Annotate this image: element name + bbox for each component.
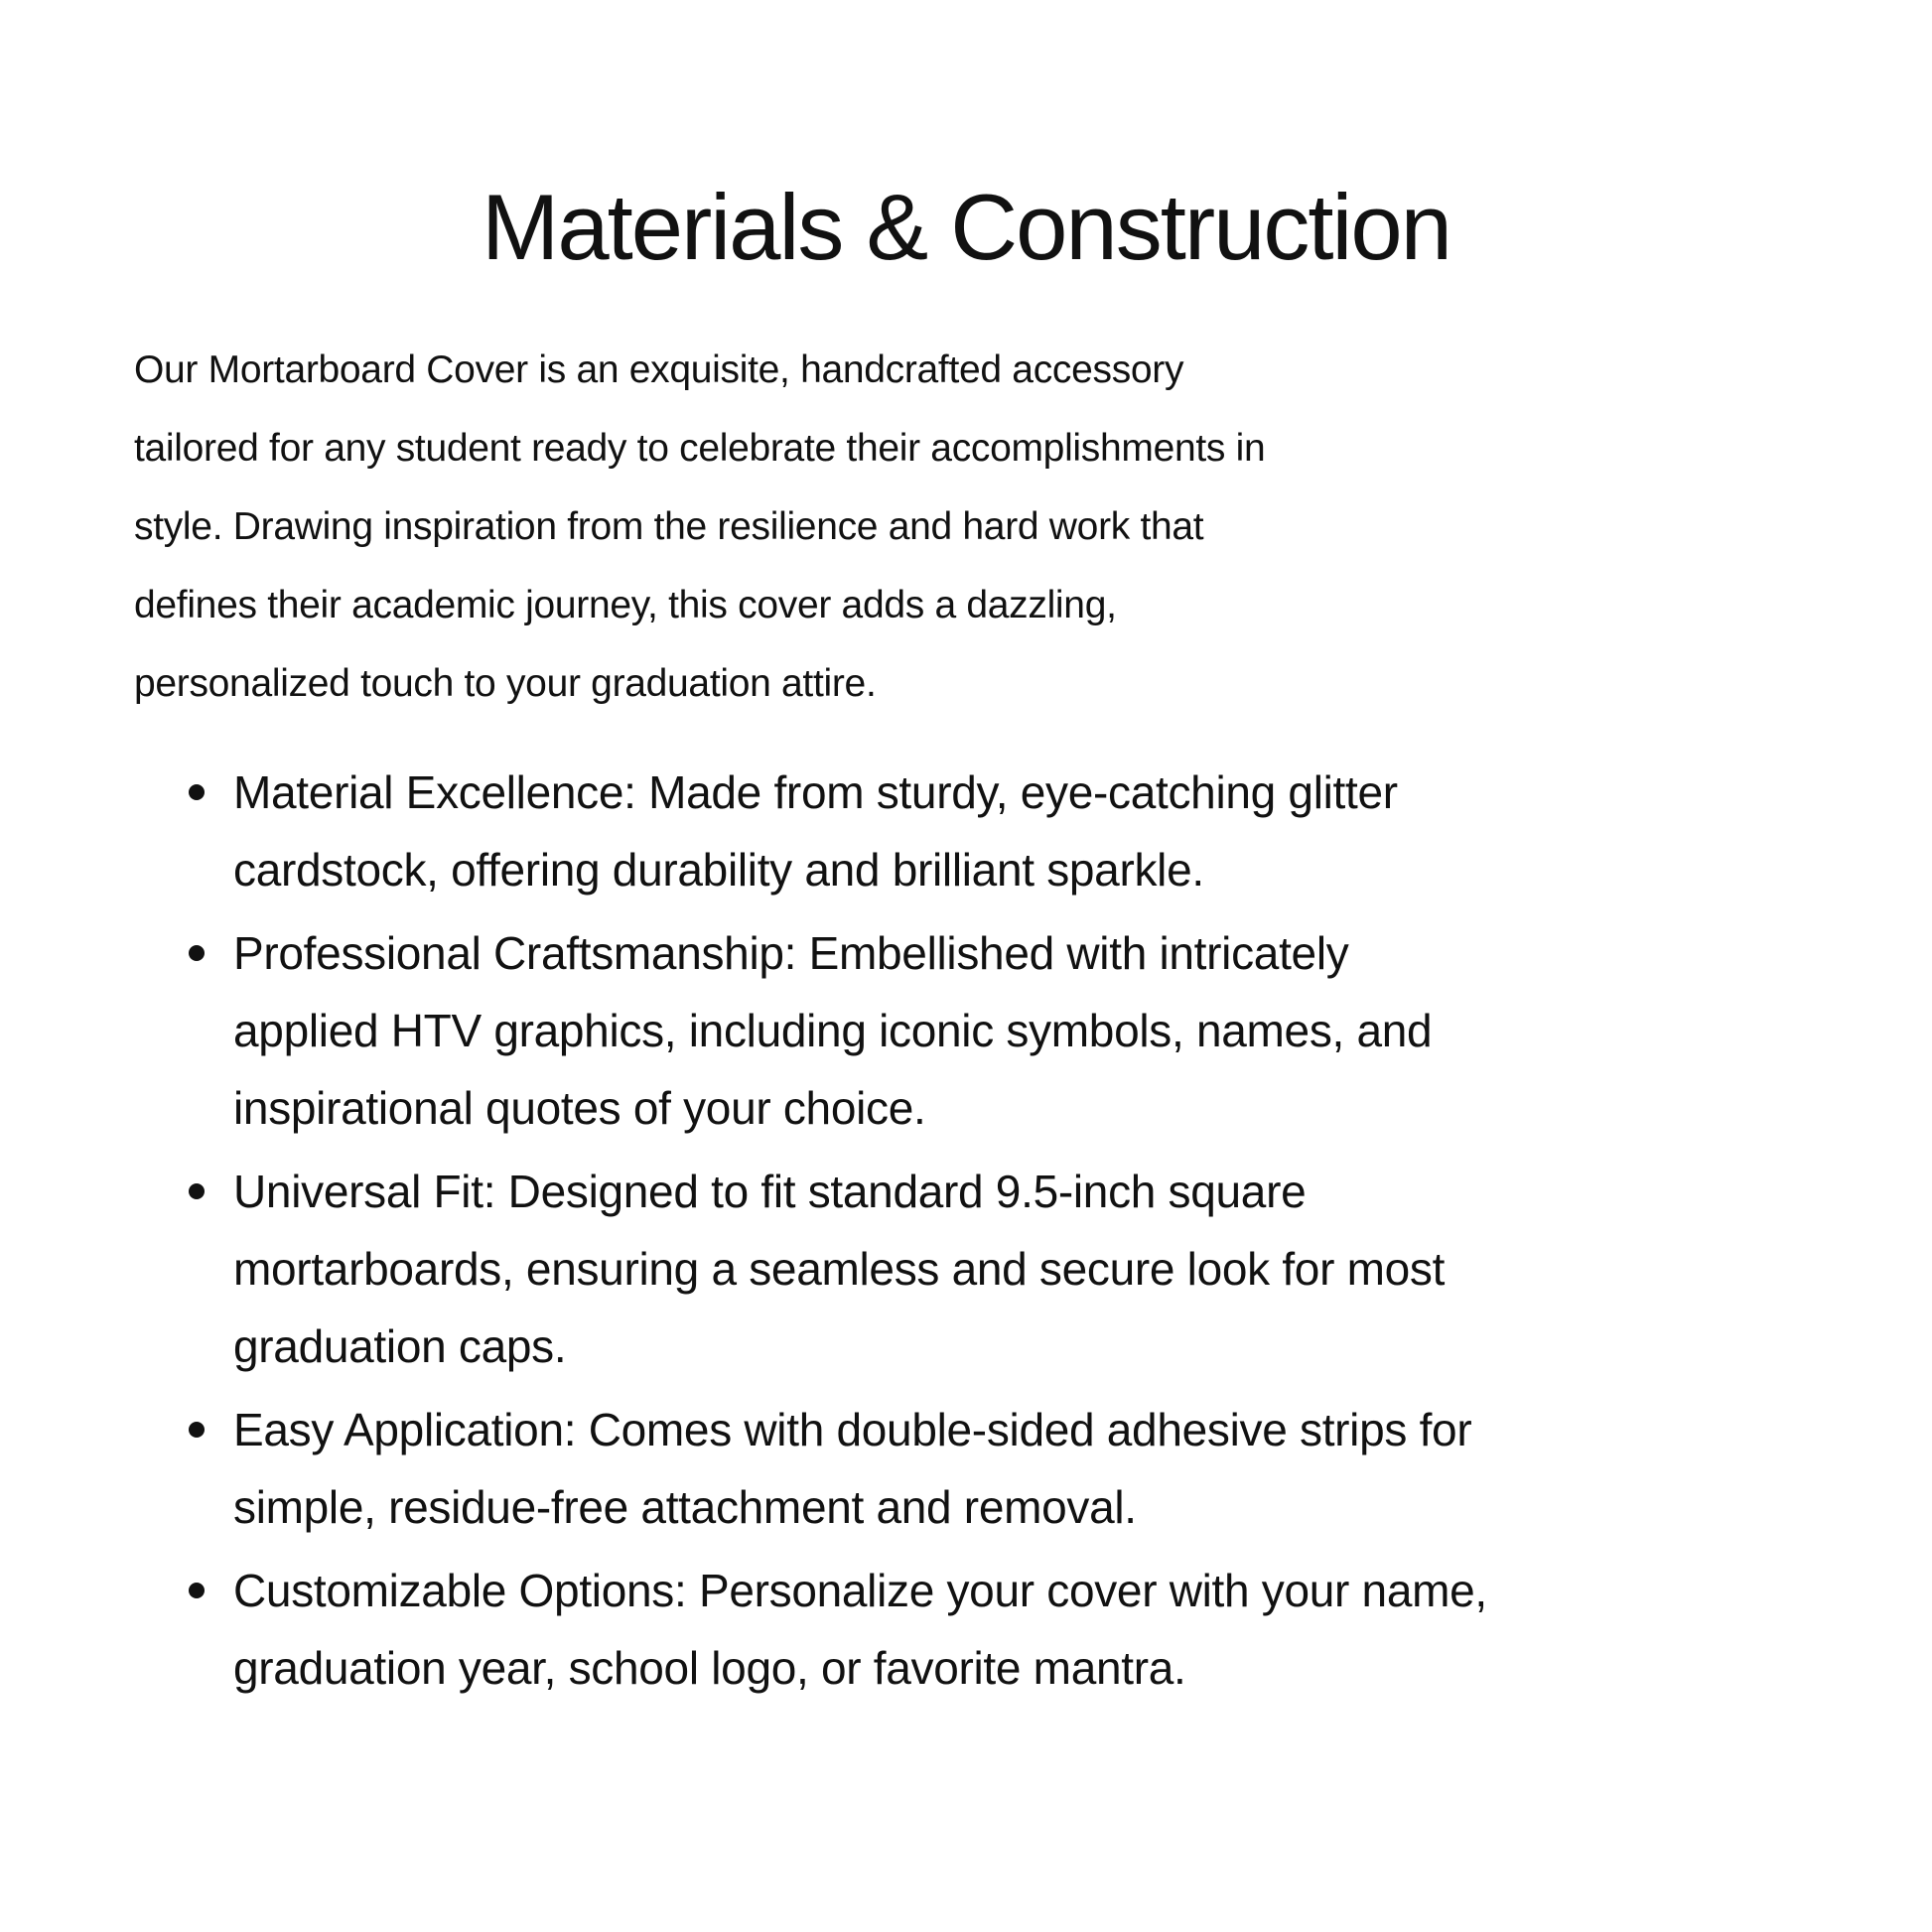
intro-line: defines their academic journey, this cover adds a dazzling, xyxy=(134,584,1117,626)
bullet-item xyxy=(134,1391,1802,1546)
bullet-line: inspirational quotes of your choice. xyxy=(233,1082,926,1134)
bullet-line: graduation year, school logo, or favorite mantra. xyxy=(233,1642,1186,1694)
intro-line: personalized touch to your graduation attire. xyxy=(134,662,877,705)
intro-paragraph xyxy=(134,331,1723,723)
bullet-line: Professional Craftsmanship: Embellished with intricately xyxy=(233,927,1349,979)
bullet-line: Customizable Options: Personalize your cover with your name, xyxy=(233,1565,1487,1616)
intro-line: Our Mortarboard Cover is an exquisite, handcrafted accessory xyxy=(134,348,1184,391)
bullet-dot-icon xyxy=(189,1422,205,1438)
bullet-line: Universal Fit: Designed to fit standard 9.5-inch square xyxy=(233,1166,1307,1217)
bullet-line: applied HTV graphics, including iconic symbols, names, and xyxy=(233,1005,1433,1056)
bullet-dot-icon xyxy=(189,945,205,961)
bullet-item xyxy=(134,914,1802,1147)
bullet-line: simple, residue-free attachment and removal. xyxy=(233,1481,1137,1533)
bullet-line: mortarboards, ensuring a seamless and secure look for most xyxy=(233,1243,1446,1295)
bullet-item xyxy=(134,754,1802,908)
intro-line: style. Drawing inspiration from the resilience and hard work that xyxy=(134,505,1204,548)
intro-line: tailored for any student ready to celebrate their accomplishments in xyxy=(134,427,1266,470)
bullet-line: Material Excellence: Made from sturdy, eye-catching glitter xyxy=(233,766,1398,818)
bullet-line: cardstock, offering durability and brilliant sparkle. xyxy=(233,844,1204,896)
bullet-line: Easy Application: Comes with double-sided adhesive strips for xyxy=(233,1404,1472,1455)
bullet-dot-icon xyxy=(189,784,205,800)
page-title: Materials & Construction xyxy=(482,174,1450,279)
bullet-dot-icon xyxy=(189,1583,205,1598)
bullet-item xyxy=(134,1153,1802,1385)
bullet-dot-icon xyxy=(189,1183,205,1199)
bullet-item xyxy=(134,1552,1802,1707)
bullet-list xyxy=(134,754,1802,1713)
bullet-line: graduation caps. xyxy=(233,1320,567,1372)
